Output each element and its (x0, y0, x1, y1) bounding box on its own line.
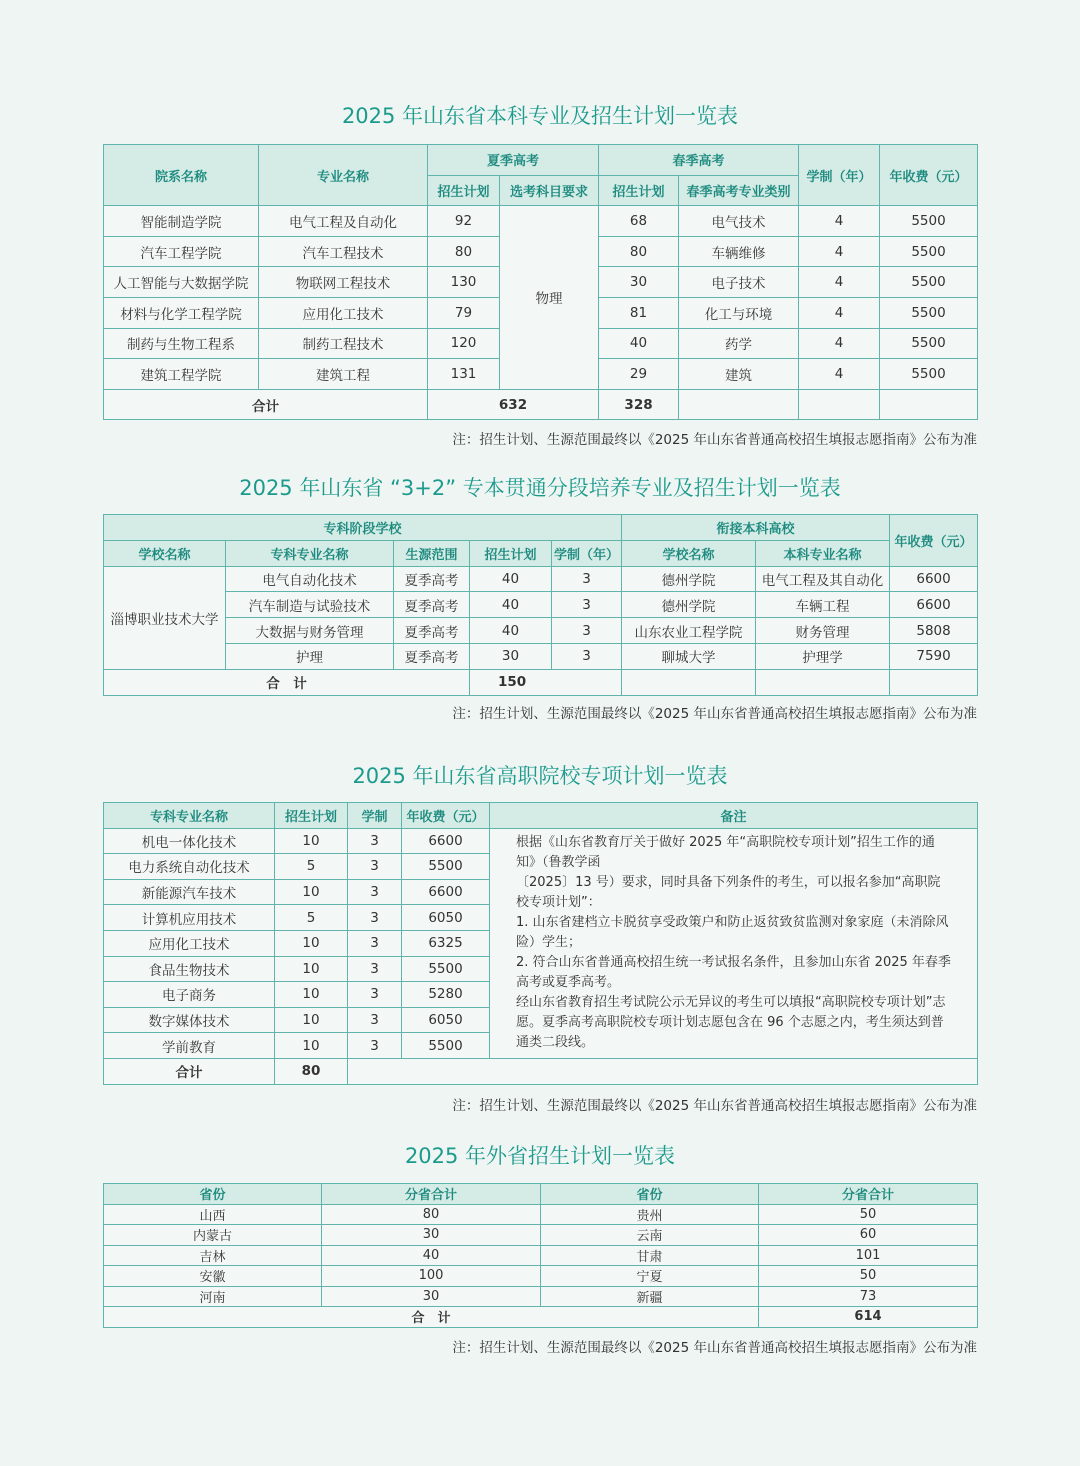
section3-note: 注：招生计划、生源范围最终以《2025 年山东省普通高校招生填报志愿指南》公布为准 (452, 1098, 977, 1114)
major-cell: 护理 (226, 643, 394, 669)
plan-cell: 40 (470, 618, 552, 644)
col-source: 生源范围 (394, 540, 470, 566)
empty-cell (622, 669, 756, 695)
col-summer-plan: 招生计划 (428, 175, 500, 206)
remark-line: 〔2025〕13 号）要求，同时具备下列条件的考生，可以报名参加“高职院校专项计划”： (516, 875, 941, 911)
total-row (104, 1307, 978, 1328)
table-row (104, 592, 978, 618)
years-cell: 4 (799, 297, 880, 328)
fee-cell: 6050 (402, 905, 490, 931)
count-cell: 80 (322, 1204, 541, 1225)
province-cell: 山西 (104, 1204, 322, 1225)
empty-cell (348, 1058, 978, 1084)
years-cell: 3 (348, 956, 402, 982)
years-cell: 3 (348, 1033, 402, 1059)
major-cell: 电力系统自动化技术 (104, 854, 275, 880)
count-cell: 30 (322, 1225, 541, 1246)
major-cell: 食品生物技术 (104, 956, 275, 982)
total-label: 合 计 (104, 669, 470, 695)
count-cell: 40 (322, 1245, 541, 1266)
province-cell: 河南 (104, 1286, 322, 1307)
undergrad-plan-table (103, 144, 978, 420)
category-cell: 药学 (679, 328, 799, 359)
count-cell: 100 (322, 1266, 541, 1287)
spring-plan-cell: 30 (599, 267, 679, 298)
fee-cell: 6600 (402, 828, 490, 854)
fee-cell: 5500 (402, 854, 490, 880)
source-cell: 夏季高考 (394, 566, 470, 592)
major-cell: 数字媒体技术 (104, 1007, 275, 1033)
table-row (104, 828, 978, 854)
province-cell: 吉林 (104, 1245, 322, 1266)
province-cell: 云南 (541, 1225, 759, 1246)
table-row (104, 206, 978, 237)
major-cell: 汽车制造与试验技术 (226, 592, 394, 618)
col-years: 学制 (348, 803, 402, 829)
major-cell: 应用化工技术 (104, 930, 275, 956)
category-cell: 车辆维修 (679, 236, 799, 267)
remark-cell (490, 828, 978, 1058)
col-years: 学制（年） (552, 540, 622, 566)
col-count: 分省合计 (322, 1184, 541, 1205)
total-value: 614 (759, 1307, 978, 1328)
col-count: 分省合计 (759, 1184, 978, 1205)
category-cell: 化工与环境 (679, 297, 799, 328)
section1-title: 2025 年山东省本科专业及招生计划一览表 (341, 104, 739, 128)
empty-cell (880, 389, 978, 420)
plan-cell: 40 (470, 592, 552, 618)
fee-cell: 6600 (890, 592, 978, 618)
table-row (104, 566, 978, 592)
fee-cell: 5500 (880, 359, 978, 390)
total-label: 合计 (104, 1058, 275, 1084)
col-plan: 招生计划 (470, 540, 552, 566)
bachelor-cell: 护理学 (756, 643, 890, 669)
count-cell: 30 (322, 1286, 541, 1307)
col-spring-plan: 招生计划 (599, 175, 679, 206)
summer-plan-cell: 80 (428, 236, 500, 267)
table-row (104, 1245, 978, 1266)
col-fee: 年收费（元） (402, 803, 490, 829)
table-row (104, 1204, 978, 1225)
fee-cell: 5808 (890, 618, 978, 644)
spring-total: 328 (599, 389, 679, 420)
major-cell: 制药工程技术 (259, 328, 428, 359)
fee-cell: 5280 (402, 982, 490, 1008)
province-cell: 安徽 (104, 1266, 322, 1287)
summer-plan-cell: 130 (428, 267, 500, 298)
major-cell: 电气自动化技术 (226, 566, 394, 592)
major-cell: 电子商务 (104, 982, 275, 1008)
count-cell: 60 (759, 1225, 978, 1246)
spring-plan-cell: 81 (599, 297, 679, 328)
summer-plan-cell: 79 (428, 297, 500, 328)
major-cell: 机电一体化技术 (104, 828, 275, 854)
major-cell: 新能源汽车技术 (104, 879, 275, 905)
fee-cell: 6600 (890, 566, 978, 592)
major-cell: 计算机应用技术 (104, 905, 275, 931)
total-row (104, 669, 978, 695)
fee-cell: 5500 (880, 206, 978, 237)
total-row (104, 1058, 978, 1084)
major-cell: 大数据与财务管理 (226, 618, 394, 644)
years-cell: 4 (799, 328, 880, 359)
subject-cell: 物理 (500, 206, 599, 390)
years-cell: 4 (799, 206, 880, 237)
joint-program-table (103, 514, 978, 696)
table-row (104, 1266, 978, 1287)
category-cell: 建筑 (679, 359, 799, 390)
years-cell: 3 (348, 828, 402, 854)
plan-cell: 10 (275, 879, 348, 905)
years-cell: 3 (552, 592, 622, 618)
col-college: 院系名称 (104, 145, 259, 206)
section2-title: 2025 年山东省 “3+2” 专本贯通分段培养专业及招生计划一览表 (239, 476, 841, 500)
years-cell: 3 (348, 879, 402, 905)
col-province: 省份 (541, 1184, 759, 1205)
col-univ: 学校名称 (622, 540, 756, 566)
plan-cell: 10 (275, 828, 348, 854)
fee-cell: 7590 (890, 643, 978, 669)
empty-cell (756, 669, 890, 695)
major-cell: 应用化工技术 (259, 297, 428, 328)
count-cell: 101 (759, 1245, 978, 1266)
table-row (104, 1286, 978, 1307)
college-cell: 汽车工程学院 (104, 236, 259, 267)
section4-note: 注：招生计划、生源范围最终以《2025 年山东省普通高校招生填报志愿指南》公布为准 (452, 1340, 977, 1356)
section1-note: 注：招生计划、生源范围最终以《2025 年山东省普通高校招生填报志愿指南》公布为准 (452, 432, 977, 448)
plan-cell: 5 (275, 854, 348, 880)
empty-cell (890, 669, 978, 695)
spring-plan-cell: 68 (599, 206, 679, 237)
major-cell: 物联网工程技术 (259, 267, 428, 298)
col-plan: 招生计划 (275, 803, 348, 829)
table-row (104, 643, 978, 669)
fee-cell: 5500 (402, 1033, 490, 1059)
college-cell: 制药与生物工程系 (104, 328, 259, 359)
special-plan-table (103, 802, 978, 1085)
section4-title: 2025 年外省招生计划一览表 (404, 1144, 676, 1168)
college-cell: 智能制造学院 (104, 206, 259, 237)
plan-cell: 5 (275, 905, 348, 931)
province-cell: 宁夏 (541, 1266, 759, 1287)
univ-cell: 德州学院 (622, 566, 756, 592)
table-row (104, 1225, 978, 1246)
years-cell: 3 (348, 982, 402, 1008)
summer-plan-cell: 120 (428, 328, 500, 359)
summer-plan-cell: 92 (428, 206, 500, 237)
col-bachelor: 本科专业名称 (756, 540, 890, 566)
fee-cell: 5500 (880, 328, 978, 359)
years-cell: 4 (799, 359, 880, 390)
fee-cell: 5500 (880, 297, 978, 328)
plan-cell: 10 (275, 930, 348, 956)
count-cell: 50 (759, 1204, 978, 1225)
spring-plan-cell: 29 (599, 359, 679, 390)
college-cell: 建筑工程学院 (104, 359, 259, 390)
years-cell: 4 (799, 236, 880, 267)
years-cell: 3 (552, 566, 622, 592)
out-of-province-table (103, 1183, 978, 1328)
source-cell: 夏季高考 (394, 592, 470, 618)
major-cell: 建筑工程 (259, 359, 428, 390)
col-province: 省份 (104, 1184, 322, 1205)
major-cell: 电气工程及自动化 (259, 206, 428, 237)
years-cell: 3 (348, 930, 402, 956)
empty-cell (799, 389, 880, 420)
univ-cell: 山东农业工程学院 (622, 618, 756, 644)
bachelor-cell: 财务管理 (756, 618, 890, 644)
col-major: 专科专业名称 (104, 803, 275, 829)
fee-cell: 6325 (402, 930, 490, 956)
plan-cell: 30 (470, 643, 552, 669)
table-row (104, 618, 978, 644)
fee-cell: 6600 (402, 879, 490, 905)
school-cell: 淄博职业技术大学 (104, 566, 226, 669)
col-partner: 衔接本科高校 (622, 515, 890, 541)
province-cell: 贵州 (541, 1204, 759, 1225)
col-fee: 年收费（元） (880, 145, 978, 206)
section2-note: 注：招生计划、生源范围最终以《2025 年山东省普通高校招生填报志愿指南》公布为准 (452, 706, 977, 722)
years-cell: 3 (552, 643, 622, 669)
years-cell: 3 (552, 618, 622, 644)
years-cell: 3 (348, 854, 402, 880)
remark-line: 2. 符合山东省普通高校招生统一考试报名条件，且参加山东省 2025 年春季高考或夏季高考。 (516, 955, 951, 991)
col-major: 专业名称 (259, 145, 428, 206)
fee-cell: 5500 (402, 956, 490, 982)
category-cell: 电子技术 (679, 267, 799, 298)
major-cell: 学前教育 (104, 1033, 275, 1059)
years-cell: 3 (348, 905, 402, 931)
col-years: 学制（年） (799, 145, 880, 206)
spring-plan-cell: 40 (599, 328, 679, 359)
univ-cell: 德州学院 (622, 592, 756, 618)
total-label: 合 计 (104, 1307, 759, 1328)
source-cell: 夏季高考 (394, 618, 470, 644)
col-major: 专科专业名称 (226, 540, 394, 566)
fee-cell: 5500 (880, 267, 978, 298)
col-summer: 夏季高考 (428, 145, 599, 176)
remark-line: 经山东省教育招生考试院公示无异议的考生可以填报“高职院校专项计划”志愿。夏季高考高职院校专项计划志愿包含在 96 个志愿之内，考生须达到普通类二段线。 (516, 995, 946, 1051)
years-cell: 4 (799, 267, 880, 298)
total-value: 150 (470, 669, 622, 695)
major-cell: 汽车工程技术 (259, 236, 428, 267)
fee-cell: 6050 (402, 1007, 490, 1033)
col-school: 学校名称 (104, 540, 226, 566)
bachelor-cell: 车辆工程 (756, 592, 890, 618)
plan-cell: 10 (275, 982, 348, 1008)
count-cell: 73 (759, 1286, 978, 1307)
col-remark: 备注 (490, 803, 978, 829)
province-cell: 新疆 (541, 1286, 759, 1307)
spring-plan-cell: 80 (599, 236, 679, 267)
col-fee: 年收费（元） (890, 515, 978, 567)
province-cell: 内蒙古 (104, 1225, 322, 1246)
remark-line: 根据《山东省教育厅关于做好 2025 年“高职院校专项计划”招生工作的通知》（鲁教学函 (516, 835, 935, 871)
col-spring-category: 春季高考专业类别 (679, 175, 799, 206)
plan-cell: 10 (275, 1033, 348, 1059)
empty-cell (679, 389, 799, 420)
count-cell: 50 (759, 1266, 978, 1287)
section3-title: 2025 年山东省高职院校专项计划一览表 (352, 764, 728, 788)
bachelor-cell: 电气工程及其自动化 (756, 566, 890, 592)
fee-cell: 5500 (880, 236, 978, 267)
total-row (104, 389, 978, 420)
univ-cell: 聊城大学 (622, 643, 756, 669)
col-junior-school: 专科阶段学校 (104, 515, 622, 541)
province-cell: 甘肃 (541, 1245, 759, 1266)
plan-cell: 10 (275, 956, 348, 982)
college-cell: 材料与化学工程学院 (104, 297, 259, 328)
source-cell: 夏季高考 (394, 643, 470, 669)
summer-total: 632 (428, 389, 599, 420)
plan-cell: 40 (470, 566, 552, 592)
plan-cell: 10 (275, 1007, 348, 1033)
college-cell: 人工智能与大数据学院 (104, 267, 259, 298)
category-cell: 电气技术 (679, 206, 799, 237)
years-cell: 3 (348, 1007, 402, 1033)
summer-plan-cell: 131 (428, 359, 500, 390)
total-label: 合计 (104, 389, 428, 420)
col-spring: 春季高考 (599, 145, 799, 176)
remark-line: 1. 山东省建档立卡脱贫享受政策户和防止返贫致贫监测对象家庭（未消除风险）学生； (516, 915, 949, 951)
col-summer-subject: 选考科目要求 (500, 175, 599, 206)
total-value: 80 (275, 1058, 348, 1084)
